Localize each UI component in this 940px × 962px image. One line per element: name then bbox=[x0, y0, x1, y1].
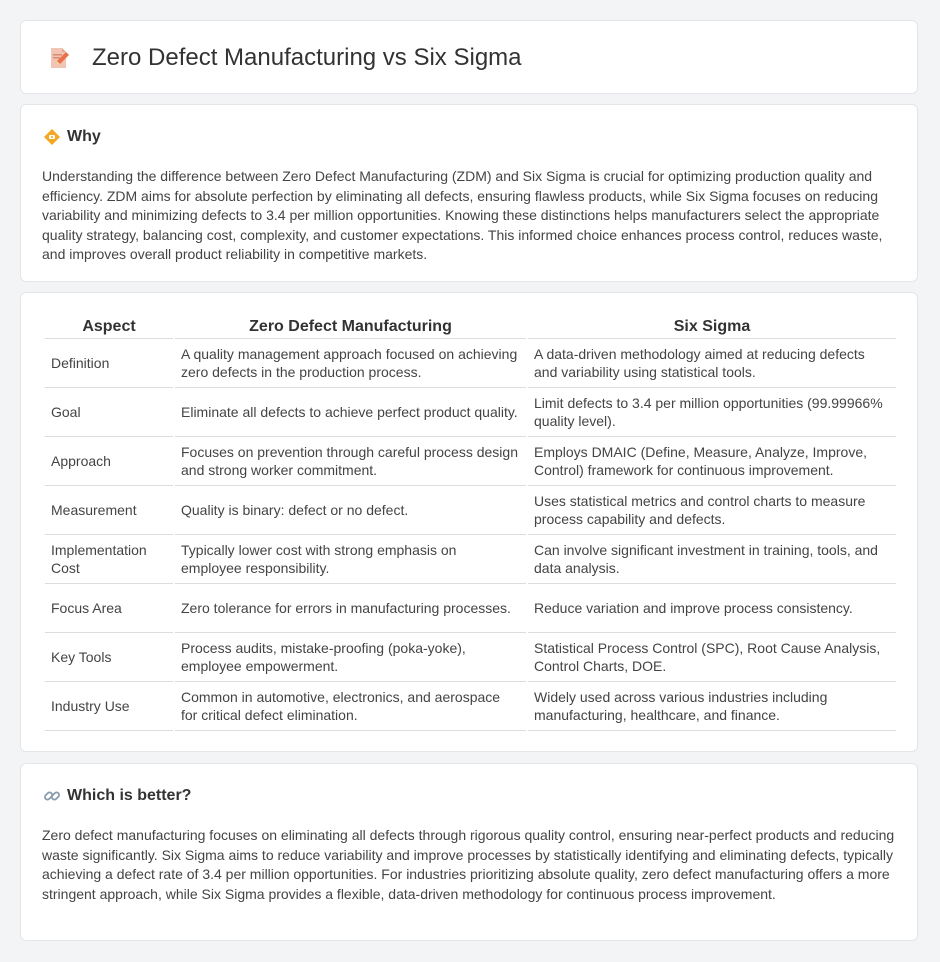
cell-aspect: Definition bbox=[45, 339, 173, 388]
table-row bbox=[45, 682, 896, 731]
cell-six-sigma: Limit defects to 3.4 per million opportunities (99.99966% quality level). bbox=[528, 388, 896, 437]
better-body: Zero defect manufacturing focuses on eliminating all defects through rigorous quality control, ensuring near-perfect products and reducing waste significantly. Six Sigma aims to reduce variability and improve processes by statistically identifying and eliminating defects, typically achieving a defect rate of 3.4 per million opportunities. For industries prioritizing absolute quality, zero defect manufacturing offers a more stringent approach, while Six Sigma provides a flexible, data-driven methodology for continuous process improvement. bbox=[42, 827, 895, 902]
cell-six-sigma: Uses statistical metrics and control charts to measure process capability and defects. bbox=[528, 486, 896, 535]
table-row bbox=[45, 486, 896, 535]
table-row bbox=[45, 584, 896, 633]
cell-zdm: Process audits, mistake-proofing (poka-yoke), employee empowerment. bbox=[175, 633, 526, 682]
page-title: Zero Defect Manufacturing vs Six Sigma bbox=[92, 44, 522, 71]
why-body: Understanding the difference between Zero Defect Manufacturing (ZDM) and Six Sigma is crucial for optimizing production quality and efficiency. ZDM aims for absolute perfection by eliminating all defects, ensuring flawless products, while Six Sigma focuses on reducing variability and minimizing defects to 3.4 per million opportunities. Knowing these distinctions helps manufacturers select the appropriate quality strategy, balancing cost, complexity, and customer expectations. This informed choice enhances process control, reduces waste, and improves overall product reliability in competitive markets. bbox=[42, 168, 883, 262]
table-row bbox=[45, 437, 896, 486]
cell-zdm: Zero tolerance for errors in manufacturing processes. bbox=[175, 584, 526, 633]
cell-zdm: Typically lower cost with strong emphasis on employee responsibility. bbox=[175, 535, 526, 584]
cell-aspect: Focus Area bbox=[45, 584, 173, 633]
link-icon bbox=[43, 787, 61, 805]
cell-zdm: A quality management approach focused on achieving zero defects in the production process. bbox=[175, 339, 526, 388]
diamond-warning-icon bbox=[43, 128, 61, 146]
cell-zdm: Common in automotive, electronics, and aerospace for critical defect elimination. bbox=[175, 682, 526, 731]
cell-six-sigma: Can involve significant investment in training, tools, and data analysis. bbox=[528, 535, 896, 584]
cell-aspect: Implementation Cost bbox=[45, 535, 173, 584]
table-header-row bbox=[45, 315, 896, 339]
cell-six-sigma: Widely used across various industries including manufacturing, healthcare, and finance. bbox=[528, 682, 896, 731]
cell-six-sigma: Reduce variation and improve process consistency. bbox=[528, 584, 896, 633]
why-heading: Why bbox=[67, 128, 101, 145]
why-section bbox=[20, 104, 918, 282]
cell-zdm: Quality is binary: defect or no defect. bbox=[175, 486, 526, 535]
cell-zdm: Eliminate all defects to achieve perfect product quality. bbox=[175, 388, 526, 437]
table-row bbox=[45, 388, 896, 437]
comparison-table bbox=[43, 315, 898, 731]
cell-aspect: Industry Use bbox=[45, 682, 173, 731]
table-row bbox=[45, 535, 896, 584]
document-pencil-icon bbox=[47, 46, 71, 70]
cell-six-sigma: Employs DMAIC (Define, Measure, Analyze, Improve, Control) framework for continuous improvement. bbox=[528, 437, 896, 486]
header-aspect: Aspect bbox=[45, 315, 173, 339]
cell-aspect: Goal bbox=[45, 388, 173, 437]
table-row bbox=[45, 633, 896, 682]
why-heading-row bbox=[43, 127, 101, 147]
cell-aspect: Key Tools bbox=[45, 633, 173, 682]
cell-aspect: Approach bbox=[45, 437, 173, 486]
table-row bbox=[45, 339, 896, 388]
comparison-card bbox=[20, 292, 918, 752]
header-zdm: Zero Defect Manufacturing bbox=[175, 315, 526, 339]
cell-six-sigma: Statistical Process Control (SPC), Root Cause Analysis, Control Charts, DOE. bbox=[528, 633, 896, 682]
cell-zdm: Focuses on prevention through careful process design and strong worker commitment. bbox=[175, 437, 526, 486]
better-heading: Which is better? bbox=[67, 787, 192, 804]
header-card bbox=[20, 20, 918, 94]
cell-six-sigma: A data-driven methodology aimed at reducing defects and variability using statistical tools. bbox=[528, 339, 896, 388]
better-heading-row bbox=[43, 786, 191, 806]
which-is-better-section bbox=[20, 763, 918, 941]
cell-aspect: Measurement bbox=[45, 486, 173, 535]
header-six-sigma: Six Sigma bbox=[528, 315, 896, 339]
